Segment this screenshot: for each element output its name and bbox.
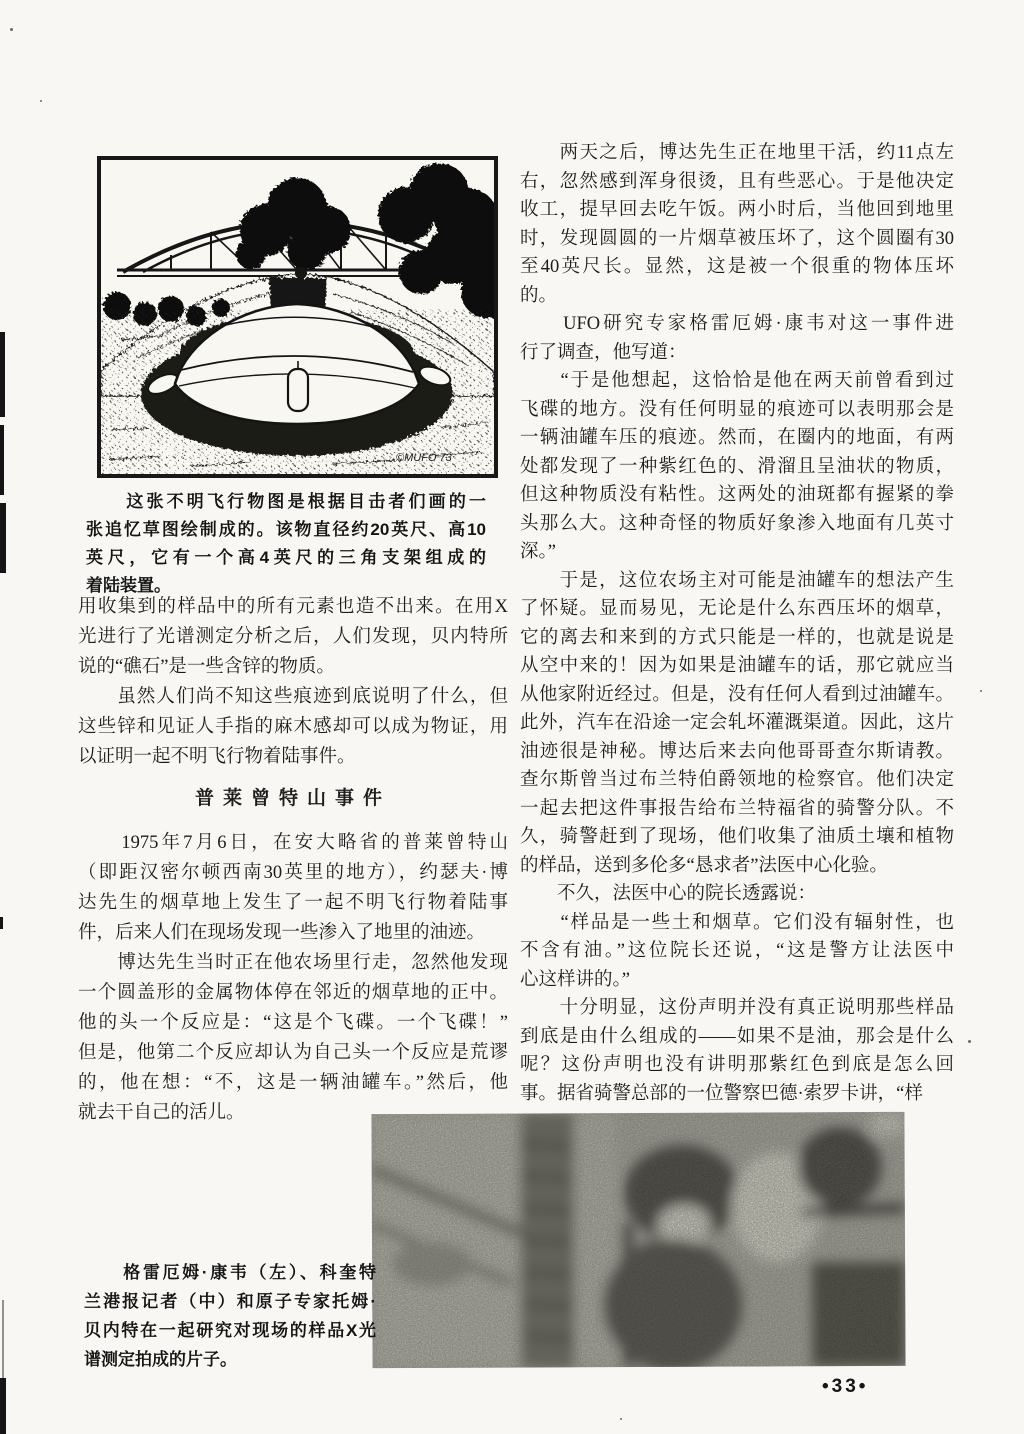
text-line: 但这种物质没有粘性。这两处的油斑都有握紧的拳 [520,485,954,505]
text-line: 深。” [520,542,556,562]
page-number: •33• [822,1376,869,1397]
text-line: 张追忆草图绘制成的。该物直径约20英尺、高10 [86,520,486,539]
text-line: 呢？这份声明也没有讲明那紫红色到底是怎么回 [520,1055,954,1075]
text-line: 行了调查，他写道： [520,342,687,363]
text-line: 件，后来人们在现场发现一些渗入了地里的油迹。 [78,923,486,943]
text-line: 贝内特在一起研究对现场的样品X光 [84,1321,376,1340]
photo-grain-overlay [371,1112,905,1368]
paragraph [78,682,508,772]
photograph [371,1112,905,1368]
paragraph [520,994,954,1108]
text-line: 不久，法医中心的院长透露说： [520,884,817,904]
text-line: 的。 [520,285,558,306]
ufo-illustration-drawing [101,160,494,474]
text-line: 处都发现了一种紫红色的、滑溜且呈油状的物质， [520,456,954,477]
paragraph [520,367,954,567]
text-line: 两天之后，博达先生正在地里干活，约11点左 [520,143,954,163]
ufo-illustration [97,156,498,478]
text-line: 这张不明飞行物图是根据目击者们画的一 [86,492,486,511]
paragraph [78,948,508,1128]
text-line: 就去干自己的活儿。 [78,1103,245,1123]
scan-speck [40,100,42,102]
text-line: 用收集到的样品中的所有元素也造不出来。在用X [78,597,508,617]
text-line: 一个圆盖形的金属物体停在邻近的烟草地的正中。 [78,983,508,1003]
scan-speck [968,1040,971,1043]
text-line: 不含有油。”这位院长还说，“这是警方让法医中 [520,941,954,961]
text-line: 谱测定拍成的片子。 [84,1350,237,1369]
text-line: 英尺，它有一个高4英尺的三角支架组成的 [86,548,486,567]
scan-speck [132,367,134,369]
scan-edge-mark [0,332,5,417]
scan-speck [10,28,13,31]
text-line: 光进行了光谱测定分析之后，人们发现，贝内特所 [78,627,508,647]
text-line: 此外，汽车在沿途一定会轧坏灌溉渠道。因此，这片 [520,713,954,733]
scan-speck [620,1418,622,1420]
text-line: “于是他想起，这恰恰是他在两天前曾看到过 [520,371,954,391]
saucer-finial [295,267,307,279]
photo-caption [84,1258,376,1374]
text-line: 头那么大。这种奇怪的物质好象渗入地面有几英寸 [520,513,954,534]
text-line: 查尔斯曾当过布兰特伯爵领地的检察官。他们决定 [520,770,954,790]
left-column [78,592,508,1128]
text-line: 时，发现圆圆的一片烟草被压坏了，这个圆圈有30 [520,228,954,249]
text-line: 兰港报记者（中）和原子专家托姆· [84,1292,376,1311]
scan-edge-mark [0,503,6,573]
text-line: 至40英尺长。显然，这是被一个很重的物体压坏 [520,257,954,277]
text-line: 从他家附近经过。但是，没有任何人看到过油罐车。 [520,684,954,705]
scan-edge-mark [0,425,4,495]
text-line: 于是，这位农场主对可能是油罐车的想法产生 [520,570,954,591]
text-line: 飞碟的地方。没有任何明显的痕迹可以表明那会是 [520,399,954,420]
text-line: 虽然人们尚不知这些痕迹到底说明了什么，但 [78,687,508,707]
text-line: 的样品，送到多伦多“恳求者”法医中心化验。 [520,855,888,876]
text-line: 收工，提早回去吃午饭。两小时后，当他回到地里 [520,200,954,220]
text-line: 的，他在想：“不，这是一辆油罐车。”然后，他 [78,1073,508,1093]
paragraph [520,310,954,367]
scan-speck [980,690,982,692]
text-line: 右，忽然感到浑身很烫，且有些恶心。于是他决定 [520,171,954,192]
section-heading: 普莱曾特山事件 [194,788,391,809]
illustration-caption [86,488,486,600]
photograph-halftone [371,1112,905,1368]
text-line: 油迹很是神秘。博达后来去向他哥哥查尔斯请教。 [520,741,954,762]
text-line: 它的离去和来到的方式只能是一样的，也就是说是 [520,627,954,648]
text-line: 久，骑警赶到了现场，他们收集了油质土壤和植物 [520,827,954,847]
scan-edge-mark [0,917,3,929]
text-line: 格雷厄姆·康韦（左）、科奎特 [84,1263,376,1282]
scan-edge-mark [0,1378,6,1434]
text-line: 心这样讲的。” [520,969,630,990]
paragraph [78,592,508,682]
paragraph [520,909,954,995]
text-line: 但是，他第二个反应却认为自己头一个反应是荒谬 [78,1043,508,1063]
text-line: 博达先生当时正在他农场里行走，忽然他发现 [78,953,508,973]
text-line: 这些锌和见证人手指的麻木感却可以成为物证，用 [78,717,508,737]
text-line: 他的头一个反应是：“这是个飞碟。一个飞碟！” [78,1013,508,1033]
text-line: 十分明显，这份声明并没有真正说明那些样品 [520,998,954,1018]
paragraph [520,880,954,909]
text-line: “样品是一些土和烟草。它们没有辐射性，也 [520,912,954,933]
paragraph [520,139,954,310]
right-column [520,139,954,1108]
text-line: 了怀疑。显而易见，无论是什么东西压坏的烟草， [520,599,954,619]
text-line: 达先生的烟草地上发生了一起不明飞行物着陆事 [78,893,508,913]
text-line: （即距汉密尔顿西南30英里的地方），约瑟夫·博 [78,863,508,883]
saucer-hatch [288,369,308,411]
text-line: 一起去把这件事报告给布兰特福省的骑警分队。不 [520,798,954,819]
text-line: 到底是由什么组成的——如果不是油，那会是什么 [520,1026,954,1047]
text-line: 1975年7月6日，在安大略省的普莱曾特山 [78,833,508,853]
text-line: 一辆油罐车压的痕迹。然而，在圈内的地面，有两 [520,428,954,448]
text-line: UFO研究专家格雷厄姆·康韦对这一事件进 [520,314,954,334]
text-line: 以证明一起不明飞行物着陆事件。 [78,747,356,767]
paragraph [520,567,954,881]
illustration-credit: ©MUFO 73 [396,452,452,464]
text-line: 从空中来的！因为如果是油罐车的话，那它就应当 [520,656,954,676]
paragraph [78,828,508,948]
text-line: 着陆装置。 [86,576,171,595]
text-line: 说的“礁石”是一些含锌的物质。 [78,657,335,677]
text-line: 事。据省骑警总部的一位警察巴德·索罗卡讲，“样 [520,1083,923,1104]
